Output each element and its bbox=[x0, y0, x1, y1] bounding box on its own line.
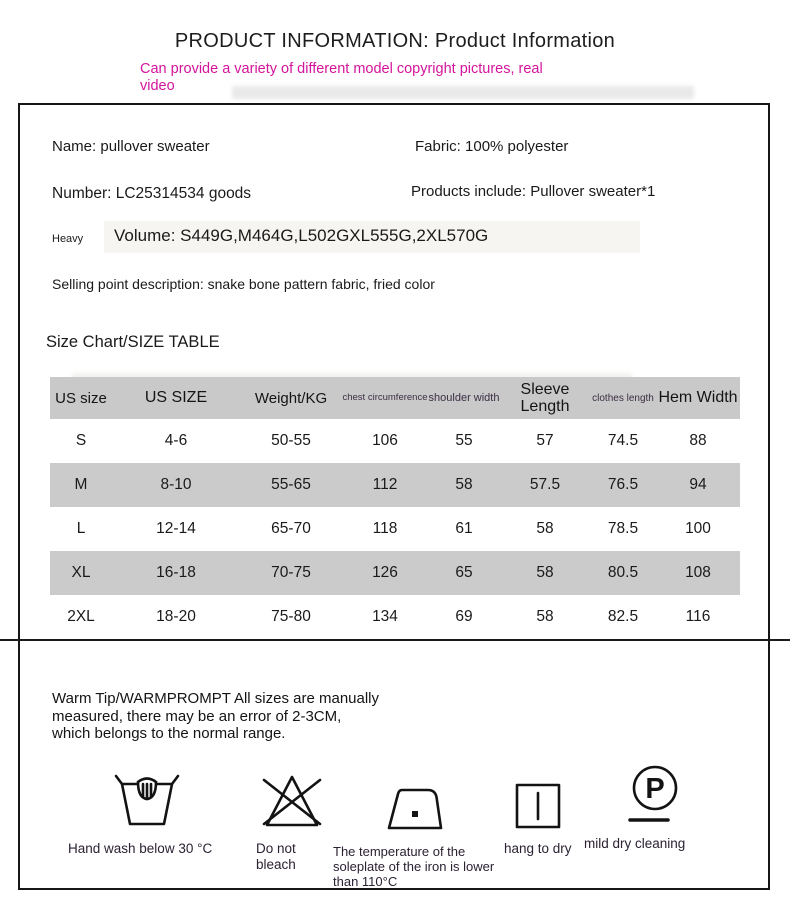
column-header: Weight/KG bbox=[254, 389, 328, 407]
iron-low-temp-icon bbox=[333, 771, 499, 833]
info-box bbox=[18, 103, 770, 890]
table-cell: 58 bbox=[536, 564, 554, 581]
page-title: PRODUCT INFORMATION: Product Information bbox=[174, 30, 616, 52]
care-label: mild dry cleaning bbox=[584, 836, 686, 851]
column-header: US size bbox=[55, 389, 107, 407]
hand-wash-icon bbox=[68, 768, 226, 830]
size-table-header bbox=[50, 377, 740, 419]
table-cell: 118 bbox=[372, 520, 398, 537]
care-label: Do not bleach bbox=[256, 841, 296, 872]
table-cell: 126 bbox=[372, 564, 398, 581]
table-cell: 2XL bbox=[67, 608, 95, 625]
svg-text:P: P bbox=[645, 773, 665, 805]
table-cell: 55-65 bbox=[271, 476, 311, 493]
table-row bbox=[50, 463, 740, 507]
size-chart-heading: Size Chart/SIZE TABLE bbox=[46, 333, 220, 351]
column-header: Hem Width bbox=[658, 389, 738, 406]
table-cell: 57 bbox=[536, 432, 554, 449]
table-cell: 4-6 bbox=[164, 432, 188, 449]
volume-field: Volume: S449G,M464G,L502GXL555G,2XL570G bbox=[114, 226, 489, 245]
do-not-bleach-icon bbox=[256, 768, 328, 830]
care-item-hand-wash bbox=[68, 768, 226, 857]
care-label: Hand wash below 30 °C bbox=[68, 841, 213, 856]
size-table-body bbox=[50, 419, 740, 639]
care-label: hang to dry bbox=[504, 841, 572, 856]
number-field: Number: LC25314534 goods bbox=[52, 185, 252, 202]
hang-to-dry-icon bbox=[504, 768, 572, 830]
table-cell: 70-75 bbox=[271, 564, 311, 581]
table-cell: 100 bbox=[685, 520, 711, 537]
warm-tip-text: Warm Tip/WARMPROMPT All sizes are manually measured, there may be an error of 2-3CM, which belongs to the normal range. bbox=[52, 690, 380, 742]
table-cell: 61 bbox=[455, 520, 473, 537]
care-item-do-not-bleach bbox=[256, 768, 328, 872]
table-cell: M bbox=[74, 476, 88, 493]
dry-clean-p-icon bbox=[584, 763, 726, 825]
table-cell: 112 bbox=[372, 476, 398, 493]
table-cell: L bbox=[76, 520, 86, 537]
heavy-label: Heavy bbox=[52, 233, 84, 245]
table-cell: 55 bbox=[455, 432, 473, 449]
ghost-watermark-strip bbox=[232, 86, 694, 99]
table-cell: XL bbox=[71, 564, 91, 581]
care-item-hang-to-dry bbox=[504, 768, 572, 857]
table-cell: 74.5 bbox=[607, 432, 639, 449]
table-cell: 12-14 bbox=[156, 520, 196, 537]
table-cell: 65 bbox=[455, 564, 473, 581]
table-cell: 58 bbox=[536, 608, 554, 625]
column-header: chest circumference bbox=[342, 392, 428, 403]
table-cell: 80.5 bbox=[607, 564, 639, 581]
care-item-iron-low-temp bbox=[333, 771, 499, 889]
care-item-dry-clean bbox=[584, 763, 726, 852]
column-header: US SIZE bbox=[144, 389, 208, 406]
fabric-field: Fabric: 100% polyester bbox=[415, 138, 569, 155]
table-row bbox=[50, 595, 740, 639]
table-cell: 50-55 bbox=[271, 432, 311, 449]
table-cell: 108 bbox=[685, 564, 711, 581]
table-row bbox=[50, 419, 740, 463]
table-cell: 65-70 bbox=[271, 520, 311, 537]
subtitle-note: Can provide a variety of different model copyright pictures, real video bbox=[140, 61, 543, 94]
size-table bbox=[50, 377, 740, 639]
table-row bbox=[50, 551, 740, 595]
table-cell: 78.5 bbox=[607, 520, 639, 537]
table-cell: 57.5 bbox=[529, 476, 561, 493]
name-field: Name: pullover sweater bbox=[52, 138, 210, 155]
table-cell: 134 bbox=[372, 608, 398, 625]
table-cell: 116 bbox=[685, 608, 711, 625]
table-cell: 82.5 bbox=[607, 608, 639, 625]
table-cell: 8-10 bbox=[160, 476, 192, 493]
table-cell: 94 bbox=[689, 476, 707, 493]
table-cell: 76.5 bbox=[607, 476, 639, 493]
table-cell: 75-80 bbox=[271, 608, 311, 625]
table-cell: 16-18 bbox=[156, 564, 196, 581]
column-header: Sleeve Length bbox=[520, 381, 570, 415]
table-cell: 106 bbox=[372, 432, 398, 449]
column-header: clothes length bbox=[592, 392, 654, 404]
section-divider-line bbox=[0, 639, 790, 641]
table-cell: 58 bbox=[536, 520, 554, 537]
table-cell: 88 bbox=[689, 432, 707, 449]
table-cell: 58 bbox=[455, 476, 473, 493]
care-label: The temperature of the soleplate of the iron is lower than 110°C bbox=[333, 844, 495, 889]
includes-field: Products include: Pullover sweater*1 bbox=[411, 183, 656, 200]
selling-point-field: Selling point description: snake bone pattern fabric, fried color bbox=[52, 276, 435, 292]
column-header: shoulder width bbox=[428, 392, 500, 404]
table-cell: 18-20 bbox=[156, 608, 196, 625]
table-cell: 69 bbox=[455, 608, 473, 625]
table-cell: S bbox=[75, 432, 87, 449]
table-row bbox=[50, 507, 740, 551]
